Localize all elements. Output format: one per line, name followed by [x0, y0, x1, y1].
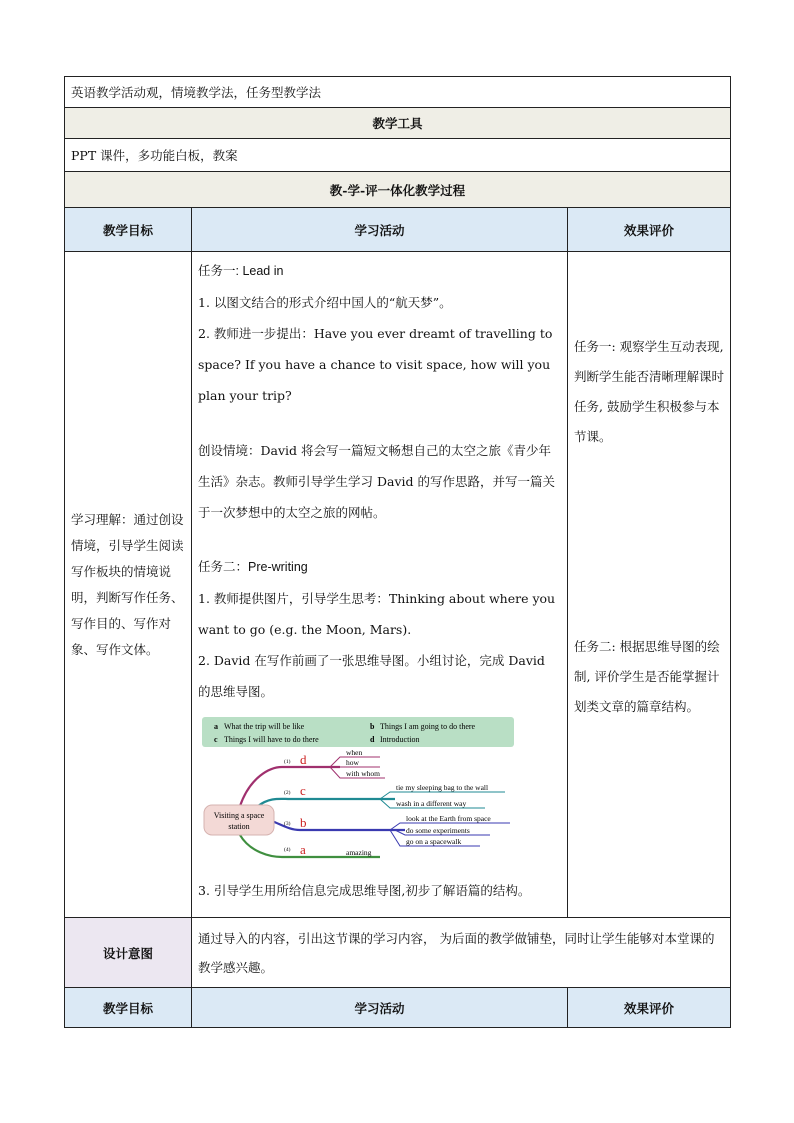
evaluation-task1: 任务一: 观察学生互动表现, 判断学生能否清晰理解课时任务, 鼓励学生积极参与本节课。: [574, 339, 725, 444]
option-b-text: Things I am going to do there: [380, 722, 476, 731]
option-a-letter: a: [214, 722, 218, 731]
branch-3-number: (3): [284, 821, 291, 827]
leaf-look-earth: look at the Earth from space: [406, 814, 491, 823]
mind-map-diagram: [200, 717, 520, 867]
process-header: 教-学-评一体化教学过程: [65, 172, 731, 208]
task1-item1: 1. 以图文结合的形式介绍中国人的“航天梦”。: [198, 295, 452, 310]
tools-header: 教学工具: [65, 108, 731, 139]
tools-cell: PPT 课件，多功能白板，教案: [65, 139, 731, 172]
leaf-experiments: do some experiments: [406, 826, 470, 835]
center-line-1: Visiting a space: [213, 811, 265, 820]
option-b-letter: b: [370, 722, 375, 731]
branch-2-number: (2): [284, 790, 291, 796]
column-header-evaluation-2: 效果评价: [568, 988, 731, 1028]
option-c-letter: c: [214, 735, 218, 744]
column-header-goal-2: 教学目标: [65, 988, 192, 1028]
design-intent-text: 通过导入的内容，引出这节课的学习内容， 为后面的教学做铺垫，同时让学生能够对本堂课的教学感兴趣。: [192, 918, 731, 988]
leaf-how: how: [346, 758, 359, 767]
task2-item3: 3. 引导学生用所给信息完成思维导图,初步了解语篇的结构。: [198, 883, 531, 898]
column-header-goal: 教学目标: [65, 208, 192, 252]
leaf-amazing: amazing: [346, 848, 372, 857]
task1-item2: 2. 教师进一步提出：Have you ever dreamt of travelling to space? If you have a chance to visit space, how will you plan your trip?: [198, 326, 553, 403]
task2-item2: 2. David 在写作前画了一张思维导图。小组讨论，完成 David 的思维导图。: [198, 653, 545, 699]
evaluation-cell: [568, 252, 731, 918]
branch-3-answer: b: [300, 815, 307, 830]
column-header-activity: 学习活动: [192, 208, 568, 252]
center-line-2: station: [228, 822, 250, 831]
teaching-methods-cell: 英语教学活动观，情境教学法，任务型教学法: [65, 77, 731, 108]
column-header-evaluation: 效果评价: [568, 208, 731, 252]
task2-item1: 1. 教师提供图片，引导学生思考：Thinking about where you want to go (e.g. the Moon, Mars).: [198, 591, 556, 637]
branch-2-answer: c: [300, 783, 306, 798]
leaf-when: when: [346, 748, 363, 757]
option-c-text: Things I will have to do there: [224, 735, 319, 744]
column-header-activity-2: 学习活动: [192, 988, 568, 1028]
situation-text: 创设情境：David 将会写一篇短文畅想自己的太空之旅《青少年生活》杂志。教师引导学生学习 David 的写作思路，并写一篇关于一次梦想中的太空之旅的网帖。: [198, 443, 555, 520]
goal-cell: 学习理解：通过创设情境，引导学生阅读写作板块的情境说明，判断写作任务、写作目的、写作对象、写作文体。: [65, 252, 192, 918]
lesson-plan-table: [64, 76, 731, 1028]
evaluation-task2: 任务二: 根据思维导图的绘制, 评价学生是否能掌握计划类文章的篇章结构。: [574, 639, 720, 714]
branch-4-answer: a: [300, 842, 306, 857]
option-a-text: What the trip will be like: [224, 722, 305, 731]
leaf-with-whom: with whom: [346, 769, 380, 778]
branch-1-number: (1): [284, 759, 291, 765]
task1-title: 任务一: Lead in: [198, 264, 284, 278]
option-d-letter: d: [370, 735, 375, 744]
activity-cell: [192, 252, 568, 918]
branch-4-number: (4): [284, 847, 291, 853]
branch-1-answer: d: [300, 752, 307, 767]
leaf-wash: wash in a different way: [396, 799, 467, 808]
option-d-text: Introduction: [380, 735, 420, 744]
task2-title: 任务二：Pre-writing: [198, 560, 308, 574]
leaf-spacewalk: go on a spacewalk: [406, 837, 462, 846]
design-intent-label: 设计意图: [65, 918, 192, 988]
leaf-sleeping-bag: tie my sleeping bag to the wall: [396, 783, 489, 792]
